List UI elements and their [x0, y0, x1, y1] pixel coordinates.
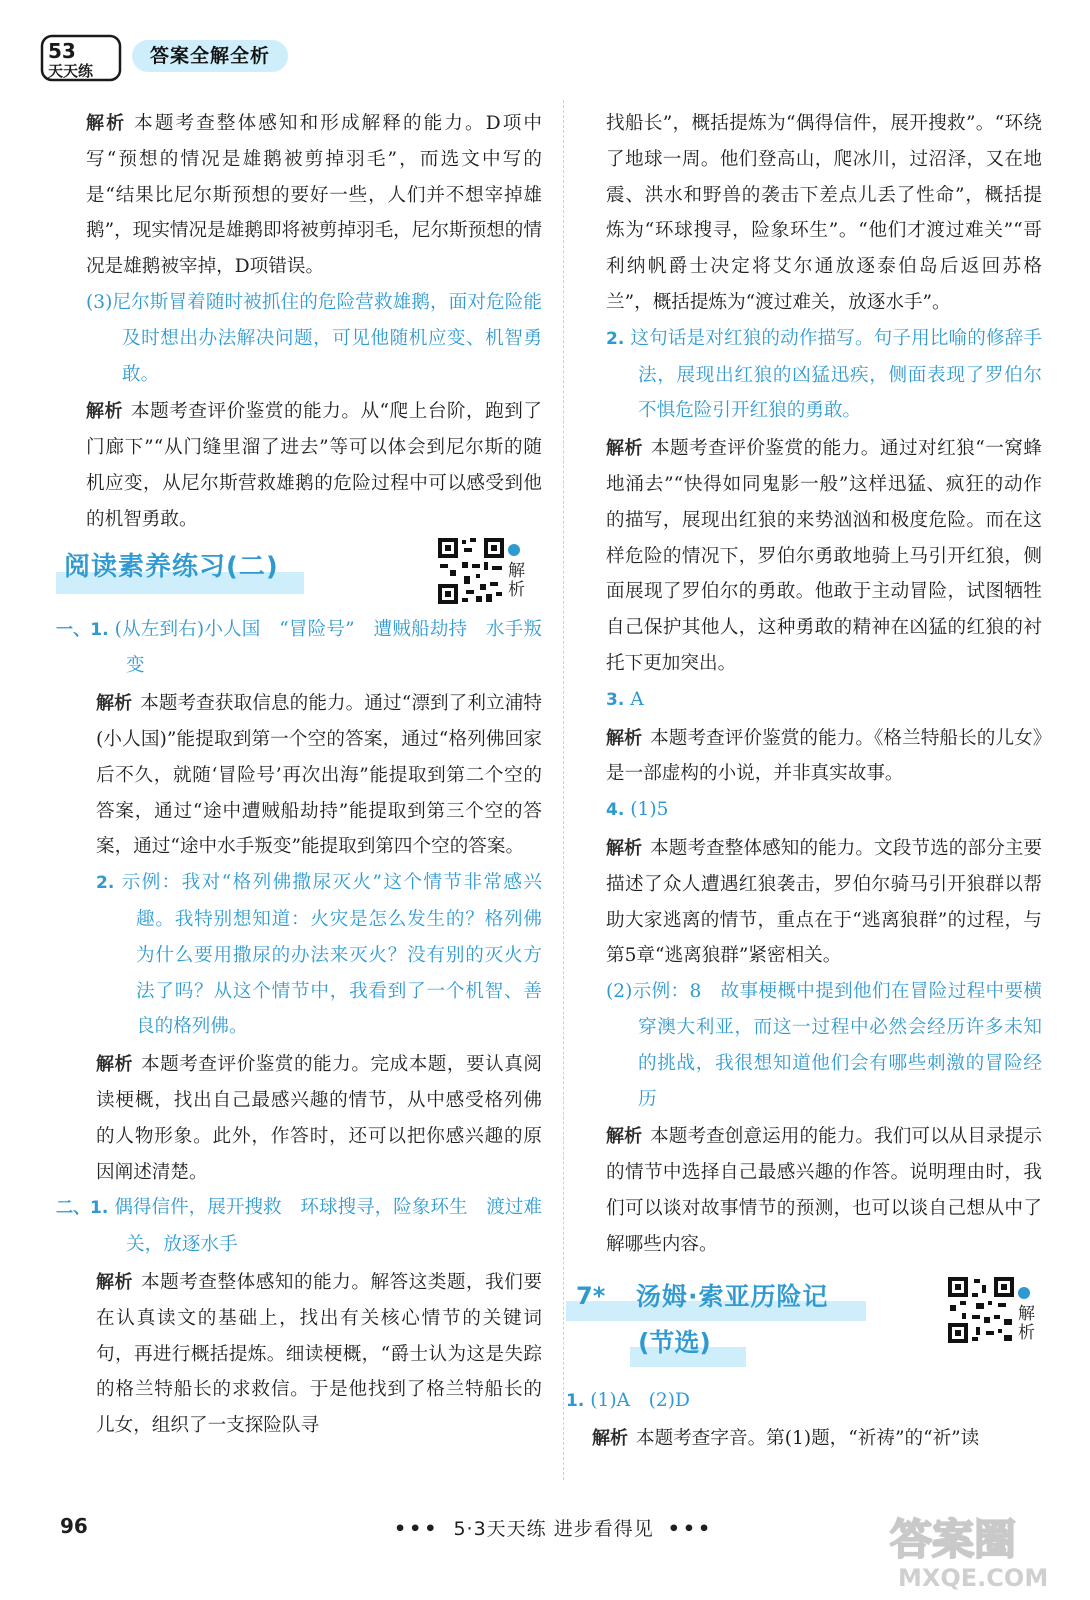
svg-text:53: 53 — [48, 39, 76, 63]
analysis-paragraph: 解析 本题考查评价鉴赏的能力。通过对红狼“一窝蜂地涌去”“快得如同鬼影一般”这样迅猛、疯狂的动作的描写，展现出红狼的来势汹汹和极度危险。而在这样危险的情况下，罗伯尔勇敢地骑上马引开红狼，侧面展现了罗伯尔的勇敢。他敢于主动冒险，试图牺牲自己保护其他人，这种勇敢的精神在凶猛的红狼的衬托下更加突出。 — [606, 438, 1042, 674]
footer-slogan: ••• 5·3天天练 进步看得见 ••• — [394, 1518, 714, 1540]
left-column — [56, 106, 543, 1444]
brand-logo-icon — [40, 32, 126, 84]
answer-text: 2. 示例：我对“格列佛撒尿灭火”这个情节非常感兴趣。我特别想知道：火灾是怎么发生的？格列佛为什么要用撒尿的办法来灭火？没有别的灭火方法了吗？从这个情节中，我看到了一个机智、善良的格列佛。 — [96, 872, 542, 1038]
analysis-paragraph: 解析 本题考查整体感知的能力。文段节选的部分主要描述了众人遭遇红狼袭击，罗伯尔骑马引开狼群以帮助大家逃离的情节，重点在于“逃离狼群”的过程，与第5章“逃离狼群”紧密相关。 — [606, 837, 1042, 967]
play-icon[interactable] — [1018, 1287, 1030, 1299]
watermark-text: 答案圈 — [890, 1515, 1017, 1564]
analysis-tag: 解析 — [606, 438, 643, 460]
analysis-paragraph: 解析 本题考查创意运用的能力。我们可以从目录提示的情节中选择自己最感兴趣的作答。说明理由时，我们可以谈对故事情节的预测，也可以谈自己想从中了解哪些内容。 — [606, 1126, 1042, 1255]
analysis-tag: 解析 — [96, 1054, 134, 1076]
analysis-tag: 解析 — [606, 837, 643, 859]
analysis-continued: 找船长”，概括提炼为“偶得信件，展开搜救”。“环绕了地球一周。他们登高山，爬冰川，过沼泽，又在地震、洪水和野兽的袭击下差点儿丢了性命”，概括提炼为“环球搜寻，险象环生”。“他们才渡过难关”“哥利纳帆爵士决定将艾尔通放逐泰伯岛后返回苏格兰”，概括提炼为“渡过难关，放逐水手”。 — [606, 113, 1042, 313]
analysis-paragraph: 解析 本题考查评价鉴赏的能力。《格兰特船长的儿女》是一部虚构的小说，并非真实故事。 — [606, 727, 1043, 785]
answer-text: 二、1. 偶得信件，展开搜救 环球搜寻，险象环生 渡过难关，放逐水手 — [56, 1197, 542, 1256]
analysis-tag: 解析 — [86, 401, 124, 423]
play-icon[interactable] — [508, 544, 520, 556]
answer-text: 4. (1)5 — [606, 799, 669, 821]
answer-text: (3)尼尔斯冒着随时被抓住的危险营救雄鹅，面对危险能及时想出办法解决问题，可见他随机应变、机智勇敢。 — [86, 291, 542, 385]
analysis-paragraph: 解析 本题考查整体感知和形成解释的能力。D项中写“预想的情况是雄鹅被剪掉羽毛”，而选文中写的是“结果比尼尔斯预想的要好一些，人们并不想宰掉雄鹅”，现实情况是雄鹅即将被剪掉羽毛，尼尔斯预想的情况是雄鹅被宰掉，D项错误。 — [86, 113, 542, 278]
chapter-name: 汤姆·索亚历险记 — [636, 1281, 829, 1311]
analysis-tag: 解析 — [606, 727, 643, 749]
right-column — [566, 106, 1043, 1457]
analysis-tag: 解析 — [606, 1126, 643, 1148]
section-title: 阅读素养练习(二) 解析 — [56, 544, 542, 606]
analysis-paragraph: 解析 本题考查整体感知的能力。解答这类题，我们要在认真读文的基础上，找出有关核心情节的关键词句，再进行概括提炼。细读梗概，“爵士认为这是失踪的格兰特船长的求救信。于是他找到了格兰特船长的儿女，组织了一支探险队寻 — [96, 1271, 542, 1437]
column-divider — [563, 100, 564, 1480]
analysis-tag: 解析 — [86, 113, 127, 134]
header-title: 答案全解全析 — [132, 40, 288, 72]
analysis-paragraph: 解析 本题考查获取信息的能力。通过“漂到了利立浦特(小人国)”能提取到第一个空的答案，通过“格列佛回家后不久，就随‘冒险号’再次出海”能提取到第二个空的答案，通过“途中遭贼船劫持”能提取到第三个空的答案，通过“途中水手叛变”能提取到第四个空的答案。 — [96, 693, 543, 858]
svg-text:天天练: 天天练 — [48, 62, 94, 80]
answer-text: 1. (1)A (2)D — [566, 1389, 690, 1411]
qr-label: 解析 — [1018, 1303, 1035, 1343]
answer-text: (2)示例：8 故事梗概中提到他们在冒险过程中要横穿澳大利亚，而这一过程中必然会经历许多未知的挑战，我很想知道他们会有哪些刺激的冒险经历 — [606, 981, 1042, 1110]
answer-text: 3. A — [606, 688, 644, 710]
answer-text: 一、1. (从左到右)小人国 “冒险号” 遭贼船劫持 水手叛变 — [56, 618, 542, 677]
chapter-number: 7* — [576, 1281, 606, 1310]
analysis-paragraph: 解析 本题考查字音。第(1)题，“祈祷”的“祈”读 — [592, 1428, 980, 1450]
analysis-paragraph: 解析 本题考查评价鉴赏的能力。完成本题，要认真阅读梗概，找出自己最感兴趣的情节，从中感受格列佛的人物形象。此外，作答时，还可以把你感兴趣的原因阐述清楚。 — [96, 1054, 542, 1183]
dots-icon: ••• — [394, 1518, 440, 1540]
page-header — [40, 32, 440, 84]
watermark-domain: MXQE.COM — [898, 1564, 1049, 1592]
chapter-subtitle: (节选) — [638, 1327, 711, 1357]
qr-code-icon[interactable] — [946, 1275, 1016, 1345]
answer-text: 2. 这句话是对红狼的动作描写。句子用比喻的修辞手法，展现出红狼的凶猛迅疾，侧面表现了罗伯尔不惧危险引开红狼的勇敢。 — [606, 327, 1042, 422]
analysis-tag: 解析 — [96, 693, 133, 715]
qr-code-icon[interactable] — [436, 536, 506, 606]
analysis-paragraph: 解析 本题考查评价鉴赏的能力。从“爬上台阶，跑到了门廊下”“从门缝里溜了进去”等可以体会到尼尔斯的随机应变，从尼尔斯营救雄鹅的危险过程中可以感受到他的机智勇敢。 — [86, 401, 542, 530]
watermark-logo — [880, 1506, 1060, 1592]
chapter-title — [566, 1271, 1042, 1379]
analysis-tag: 解析 — [592, 1428, 628, 1450]
analysis-tag: 解析 — [96, 1271, 134, 1293]
page-number: 96 — [60, 1514, 88, 1538]
qr-label: 解析 — [508, 560, 525, 600]
dots-icon: ••• — [667, 1518, 714, 1540]
